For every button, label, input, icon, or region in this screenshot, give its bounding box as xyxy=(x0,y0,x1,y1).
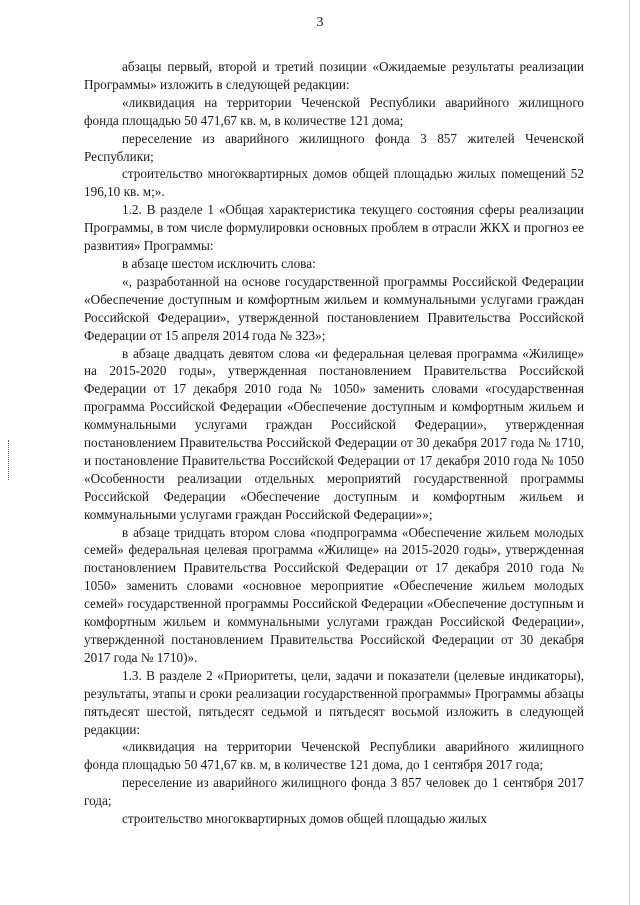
paragraph: в абзаце тридцать втором слова «подпрограмма «Обеспечение жильем молодых семей» федеральная целевая программа «Жилище» на 2015-2020 годы», утвержденная постановлением Правительства Российской Федерации от 17 декабря 2010 года № 1050» заменить словами «основное мероприятие «Обеспечение жильем молодых семей» государственной программы Российской Федерации «Обеспечение доступным и комфортным жильем и коммунальными услугами граждан Российской Федерации», утвержденной постановлением Правительства Российской Федерации от 30 декабря 2017 года № 1710)». xyxy=(84,524,584,665)
paragraph: 1.3. В разделе 2 «Приоритеты, цели, задачи и показатели (целевые индикаторы), результаты, этапы и сроки реализации государственной программы» Программы абзацы пятьдесят шестой, пятьдесят седьмой и пятьдесят восьмой изложить в следующей редакции: xyxy=(84,667,584,737)
paragraph: строительство многоквартирных домов общей площадью жилых xyxy=(122,811,487,827)
page-number: 3 xyxy=(316,15,324,30)
paragraph: «ликвидация на территории Чеченской Республики аварийного жилищного фонда площадью 50 471,67 кв. м, в количестве 121 дома, до 1 сентября 2017 года; xyxy=(84,739,584,773)
paragraph: 1.2. В разделе 1 «Общая характеристика текущего состояния сферы реализации Программы, в том числе формулировки основных проблем в отрасли ЖКХ и прогноз ее развития» Программы: xyxy=(84,202,584,254)
paragraph: переселение из аварийного жилищного фонда 3 857 жителей Чеченской Республики; xyxy=(84,130,584,164)
paragraph: «, разработанной на основе государственной программы Российской Федерации «Обеспечение доступным и комфортным жильем и коммунальными услугами граждан Российской Федерации», утвержденной постановлением Правительства Российской Федерации от 15 апреля 2014 года № 323»; xyxy=(84,273,584,343)
paragraph: переселение из аварийного жилищного фонда 3 857 человек до 1 сентября 2017 года; xyxy=(84,775,584,809)
paragraph: абзацы первый, второй и третий позиции «Ожидаемые результаты реализации Программы» изложить в следующей редакции: xyxy=(84,59,584,92)
paragraph: «ликвидация на территории Чеченской Республики аварийного жилищного фонда площадью 50 471,67 кв. м, в количестве 121 дома; xyxy=(84,94,584,128)
page-edge-line xyxy=(629,0,630,905)
margin-marks xyxy=(8,440,11,480)
paragraph: строительство многоквартирных домов общей площадью жилых помещений 52 196,10 кв. м;». xyxy=(84,166,584,200)
paragraph: в абзаце двадцать девятом слова «и федеральная целевая программа «Жилище» на 2015-2020 годы», утвержденная постановлением Правительства Российской Федерации от 17 декабря 2010 года № 1050» заменить словами «государственная программа Российской Федерации «Обеспечение доступным и комфортным жильем и коммунальными услугами граждан Российской Федерации», утвержденная постановлением Правительства Российской Федерации от 30 декабря 2017 года № 1710, и постановление Правительства Российской Федерации от 17 декабря 2010 года № 1050 «Особенности реализации отдельных мероприятий государственной программы Российской Федерации «Обеспечение доступным и комфортным жильем и коммунальными услугами граждан Российской Федерации»»; xyxy=(84,345,584,522)
document-body xyxy=(84,58,584,828)
paragraph: в абзаце шестом исключить слова: xyxy=(122,255,316,271)
